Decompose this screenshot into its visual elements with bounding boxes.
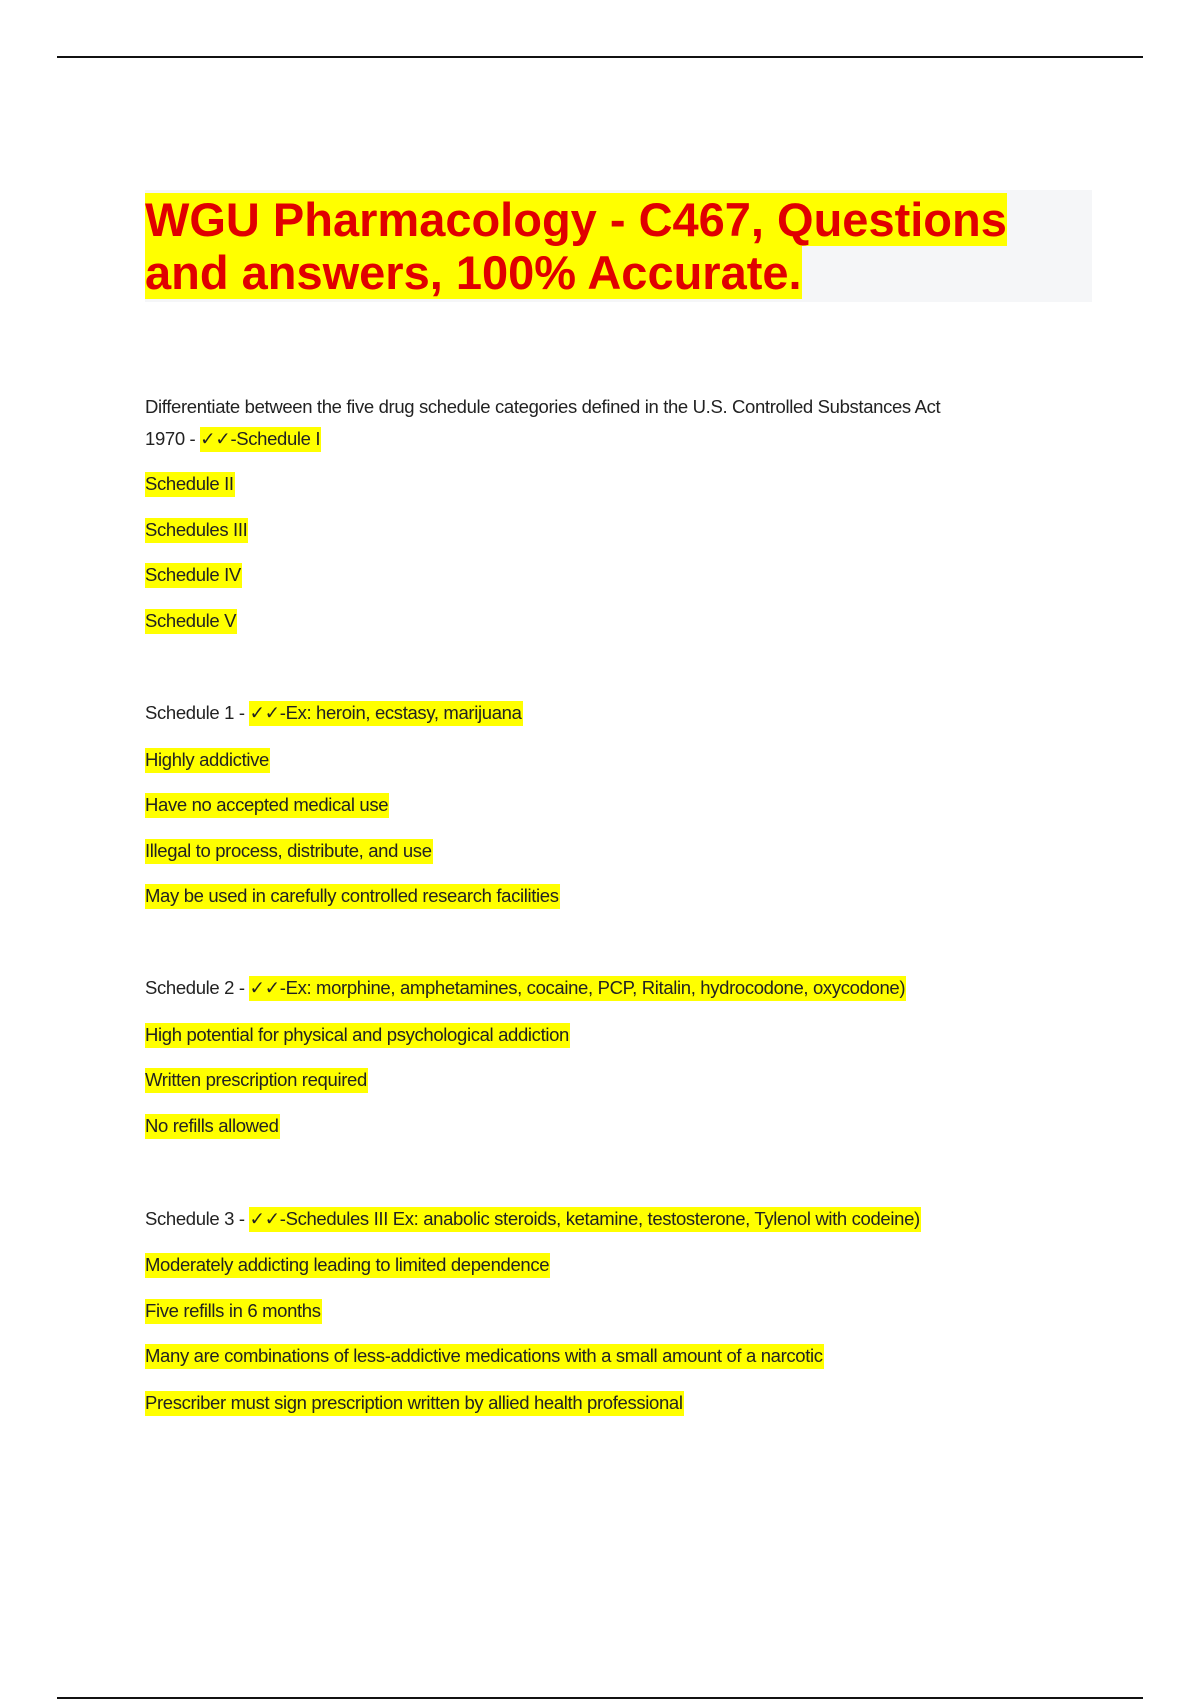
answer-item: High potential for physical and psychological addiction	[145, 1023, 570, 1048]
answer-item: May be used in carefully controlled research facilities	[145, 884, 560, 909]
answer-item: Written prescription required	[145, 1068, 368, 1093]
answer-item: Illegal to process, distribute, and use	[145, 839, 433, 864]
title-line-1: WGU Pharmacology - C467, Questions	[145, 193, 1007, 246]
answer-item: Moderately addicting leading to limited dependence	[145, 1253, 550, 1278]
question-text: Schedule 2 -	[145, 977, 250, 998]
answer-item: No refills allowed	[145, 1114, 280, 1139]
answer-item: Many are combinations of less-addictive medications with a small amount of a narcotic	[145, 1344, 824, 1369]
top-rule	[57, 56, 1143, 58]
title-line-2: and answers, 100% Accurate.	[145, 246, 802, 299]
answer-text: ✓✓-Ex: heroin, ecstasy, marijuana	[249, 701, 522, 726]
answer-text: ✓✓-Ex: morphine, amphetamines, cocaine, PCP, Ritalin, hydrocodone, oxycodone)	[249, 976, 906, 1001]
answer-item: Schedules III	[145, 518, 248, 543]
answer-item: Prescriber must sign prescription written by allied health professional	[145, 1391, 684, 1416]
bottom-rule	[57, 1697, 1143, 1699]
question-text: Differentiate between the five drug schedule categories defined in the U.S. Controlled Substances Act	[145, 396, 941, 417]
answer-item: Five refills in 6 months	[145, 1299, 322, 1324]
question-line	[145, 426, 321, 452]
document-title	[145, 193, 1007, 299]
question-text: Schedule 3 -	[145, 1208, 250, 1229]
question-line	[145, 700, 523, 726]
answer-text: ✓✓-Schedules III Ex: anabolic steroids, ketamine, testosterone, Tylenol with codeine)	[249, 1207, 920, 1232]
answer-item: Have no accepted medical use	[145, 793, 389, 818]
answer-item: Highly addictive	[145, 748, 270, 773]
question-line	[145, 975, 906, 1001]
answer-text: ✓✓-Schedule I	[200, 427, 321, 452]
question-text: Schedule 1 -	[145, 702, 250, 723]
question-line	[145, 1206, 921, 1232]
question-text-cont: 1970 -	[145, 428, 201, 449]
answer-item: Schedule IV	[145, 563, 242, 588]
answer-item: Schedule V	[145, 609, 237, 634]
answer-item: Schedule II	[145, 472, 235, 497]
